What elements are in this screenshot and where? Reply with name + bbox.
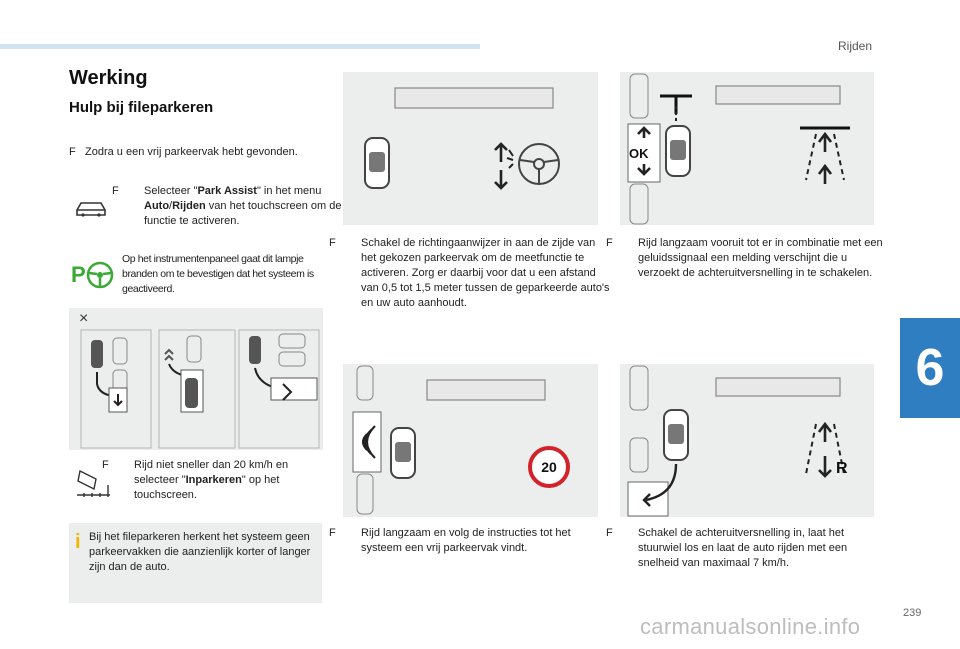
car-menu-icon: [74, 198, 108, 218]
step-select-park-assist: F Selecteer "Park Assist" in het menu Auto/Rijden van het touchscreen om de functie te activeren.: [112, 185, 342, 227]
bullet-icon: F: [69, 146, 76, 158]
section-title: Rijden: [838, 39, 873, 53]
section-subtitle: Hulp bij fileparkeren: [69, 99, 214, 116]
step-drive-slow: F Rijd niet sneller dan 20 km/h en selecteer "Inparkeren" op het touchscreen.: [102, 459, 289, 501]
step-forward: F Rijd langzaam vooruit tot er in combinatie met een geluidssignaal een melding verschijnt die u verzoekt de achteruitversnelling in te schakelen.: [606, 237, 883, 279]
step-reverse: F Schakel de achteruitversnelling in, laat het stuurwiel los en laat de auto rijden met een snelheid van maximaal 7 km/h.: [606, 527, 848, 569]
watermark: carmanualsonline.info: [640, 614, 861, 639]
step-indicator: F Schakel de richtingaanwijzer in aan de zijde van het gekozen parkeervak om de meetfunctie te activeren. Zorg er daarbij voor dat u een afstand van 0,5 tot 1,5 meter tussen de geparkeerde auto's en uw auto aanhoudt.: [329, 237, 610, 309]
speed-limit-sign: 20: [528, 446, 570, 488]
info-box: [69, 523, 322, 603]
forward-ok-diagram: [620, 72, 874, 225]
close-icon: ×: [79, 310, 89, 327]
step-follow-instructions: F Rijd langzaam en volg de instructies tot het systeem een vrij parkeervak vindt.: [329, 527, 571, 554]
step-found-space: F Zodra u een vrij parkeervak hebt gevonden.: [69, 146, 298, 158]
info-note: Bij het fileparkeren herkent het systeem geen parkeervakken die aanzienlijk korter of langer zijn dan de auto.: [89, 531, 311, 573]
lamp-note: Op het instrumentenpaneel gaat dit lampje branden om te bevestigen dat het systeem is geactiveerd.: [122, 253, 314, 295]
chapter-tab: 6: [900, 318, 960, 418]
page-number: 239: [903, 607, 922, 619]
info-icon: i: [75, 531, 81, 553]
reverse-diagram: [620, 364, 874, 517]
page-title: Werking: [69, 67, 148, 89]
reverse-gear-label: R: [836, 460, 848, 477]
ok-label: OK: [629, 146, 649, 161]
parking-steps-diagram: [69, 308, 323, 450]
indicator-diagram: [343, 72, 598, 225]
header-bar: [0, 44, 480, 49]
park-assist-lamp-icon: P: [71, 260, 119, 290]
search-space-diagram: [343, 364, 598, 517]
